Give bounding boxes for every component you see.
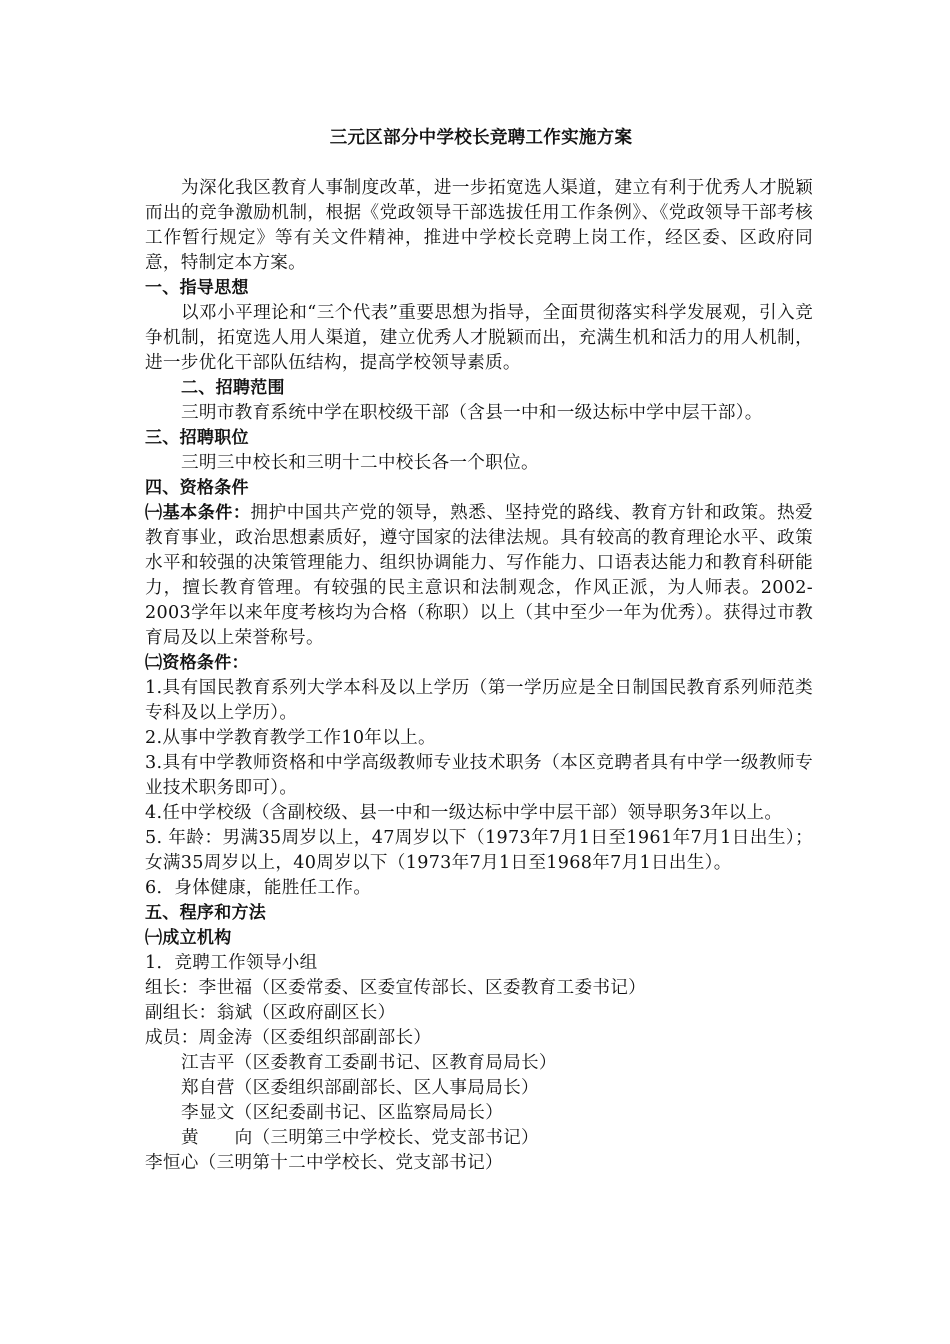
basic-conditions-label: ㈠基本条件：	[145, 503, 251, 523]
section-body-guiding-ideology: 以邓小平理论和“三个代表”重要思想为指导，全面贯彻落实科学发展观，引入竞争机制，拓宽选人用人渠道，建立优秀人才脱颖而出，充满生机和活力的用人机制，进一步优化干部队伍结构，提高学校领导素质。	[145, 303, 813, 373]
qualification-item: 1.具有国民教育系列大学本科及以上学历（第一学历应是全日制国民教育系列师范类专科及以上学历）。	[145, 678, 813, 723]
qualification-item: 3.具有中学教师资格和中学高级教师专业技术职务（本区竞聘者具有中学一级教师专业技术职务即可）。	[145, 753, 813, 798]
subsection-heading-establish-body: ㈠成立机构	[145, 928, 232, 948]
group-member-line: 郑自营（区委组织部副部长、区人事局局长）	[181, 1078, 539, 1098]
section-heading-procedure: 五、程序和方法	[145, 903, 267, 923]
basic-conditions-paragraph	[145, 501, 813, 651]
qualification-item: 6．身体健康，能胜任工作。	[145, 878, 372, 898]
group-leader-line: 组长：李世福（区委常委、区委宣传部长、区委教育工委书记）	[145, 978, 647, 998]
section-body-recruit-scope: 三明市教育系统中学在职校级干部（含县一中和一级达标中学中层干部）。	[181, 403, 763, 423]
section-heading-recruit-scope: 二、招聘范围	[181, 378, 285, 398]
intro-paragraph: 为深化我区教育人事制度改革，进一步拓宽选人渠道，建立有利于优秀人才脱颖而出的竞争激励机制，根据《党政领导干部选拔任用工作条例》、《党政领导干部考核工作暂行规定》等有关文件精神，推进中学校长竞聘上岗工作，经区委、区政府同意，特制定本方案。	[145, 178, 813, 273]
document-title: 三元区部分中学校长竞聘工作实施方案	[329, 128, 633, 148]
basic-conditions-text: 拥护中国共产党的领导，熟悉、坚持党的路线、教育方针和政策。热爱教育事业，政治思想素质好，遵守国家的法律法规。具有较高的教育理论水平、政策水平和较强的决策管理能力、组织协调能力、写作能力、口语表达能力和教育科研能力，擅长教育管理。有较强的民主意识和法制观念，作风正派，为人师表。2002-2003学年以来年度考核均为合格（称职）以上（其中至少一年为优秀）。获得过市教育局及以上荣誉称号。	[145, 503, 813, 648]
group-deputy-line: 副组长：翁斌（区政府副区长）	[145, 1003, 396, 1023]
leading-group-title: 1．竞聘工作领导小组	[145, 953, 318, 973]
section-heading-qualifications: 四、资格条件	[145, 478, 249, 498]
section-heading-guiding-ideology: 一、指导思想	[145, 278, 249, 298]
section-heading-recruit-positions: 三、招聘职位	[145, 428, 249, 448]
group-member-line: 黄 向（三明第三中学校长、党支部书记）	[181, 1128, 539, 1148]
qualification-item: 4.任中学校级（含副校级、县一中和一级达标中学中层干部）领导职务3年以上。	[145, 803, 783, 823]
qualification-conditions-label: ㈡资格条件：	[145, 653, 249, 673]
group-member-line: 成员：周金涛（区委组织部副部长）	[145, 1028, 432, 1048]
group-member-line: 李显文（区纪委副书记、区监察局局长）	[181, 1103, 504, 1123]
qualification-item: 2.从事中学教育教学工作10年以上。	[145, 728, 436, 748]
section-body-recruit-positions: 三明三中校长和三明十二中校长各一个职位。	[181, 453, 539, 473]
qualification-item: 5. 年龄：男满35周岁以上，47周岁以下（1973年7月1日至1961年7月1日出生）；女满35周岁以上，40周岁以下（1973年7月1日至1968年7月1日出生）。	[145, 828, 813, 873]
group-member-line: 江吉平（区委教育工委副书记、区教育局局长）	[181, 1053, 557, 1073]
document-body	[145, 126, 813, 1176]
group-member-line: 李恒心（三明第十二中学校长、党支部书记）	[145, 1153, 503, 1173]
